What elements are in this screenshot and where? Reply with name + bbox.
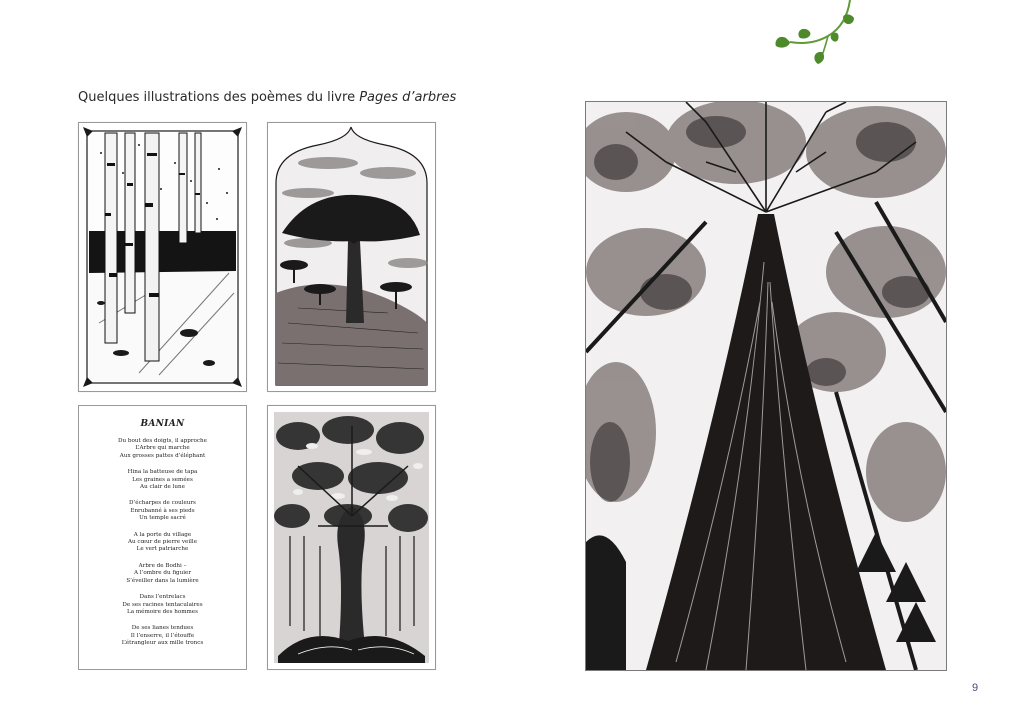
- banyan-tree-illustration: [267, 405, 436, 670]
- dragon-tree-illustration: [267, 122, 436, 392]
- poem-line: L’Arbre qui marche: [135, 445, 190, 452]
- poem-line: Aux grosses pattes d’éléphant: [119, 452, 206, 459]
- poem-line: Arbre de Bodhi –: [138, 562, 187, 569]
- caption-prefix: Quelques illustrations des poèmes du livre: [78, 90, 360, 105]
- poem-line: Au clair de lune: [140, 484, 185, 491]
- poem-line: A l’ombre du figuier: [133, 570, 192, 577]
- poem-line: D’écharpes de couleurs: [129, 500, 196, 507]
- poem-stanza: [79, 469, 246, 491]
- poem-stanza: [79, 594, 246, 616]
- poem-line: Enrubanné à ses pieds: [130, 507, 195, 514]
- poem-line: L’étrangleur aux mille troncs: [121, 640, 204, 647]
- poem-line: Du bout des doigts, il approche: [118, 438, 207, 444]
- page-number: 9: [972, 682, 979, 694]
- poem-line: Hina la batteuse de tapa: [127, 469, 198, 476]
- tall-trees-upward-view-illustration: [585, 101, 947, 671]
- poem-stanza: [79, 532, 246, 554]
- caption: [78, 90, 456, 105]
- poem-line: De ses racines tentaculaires: [122, 601, 203, 608]
- poem-line: De ses lianes tendues: [131, 625, 194, 632]
- book-title: Pages d’arbres: [359, 90, 457, 105]
- poem-line: Les graines a semées: [132, 476, 193, 483]
- poem-line: Il l’enserre, il l’étouffe: [130, 632, 195, 639]
- poem-stanza: [79, 563, 246, 585]
- poem-line: Un temple sacré: [139, 515, 186, 522]
- birch-forest-illustration: [78, 122, 247, 392]
- vine-ornament-icon: [768, 0, 864, 70]
- poem-line: A la porte du village: [133, 531, 192, 538]
- poem-stanza: [79, 438, 246, 460]
- poem-stanza: [79, 500, 246, 522]
- poem-line: Dans l’entrelacs: [139, 594, 186, 601]
- poem-title: BANIAN: [140, 419, 185, 429]
- poem-line: La mémoire des hommes: [127, 608, 198, 615]
- poem-line: Le vert patriarche: [136, 546, 189, 553]
- poem-stanza: [79, 625, 246, 647]
- poem-line: Au cœur de pierre veille: [127, 539, 198, 546]
- poem-line: S’éveiller dans la lumière: [126, 577, 199, 584]
- poem-card: [78, 405, 247, 670]
